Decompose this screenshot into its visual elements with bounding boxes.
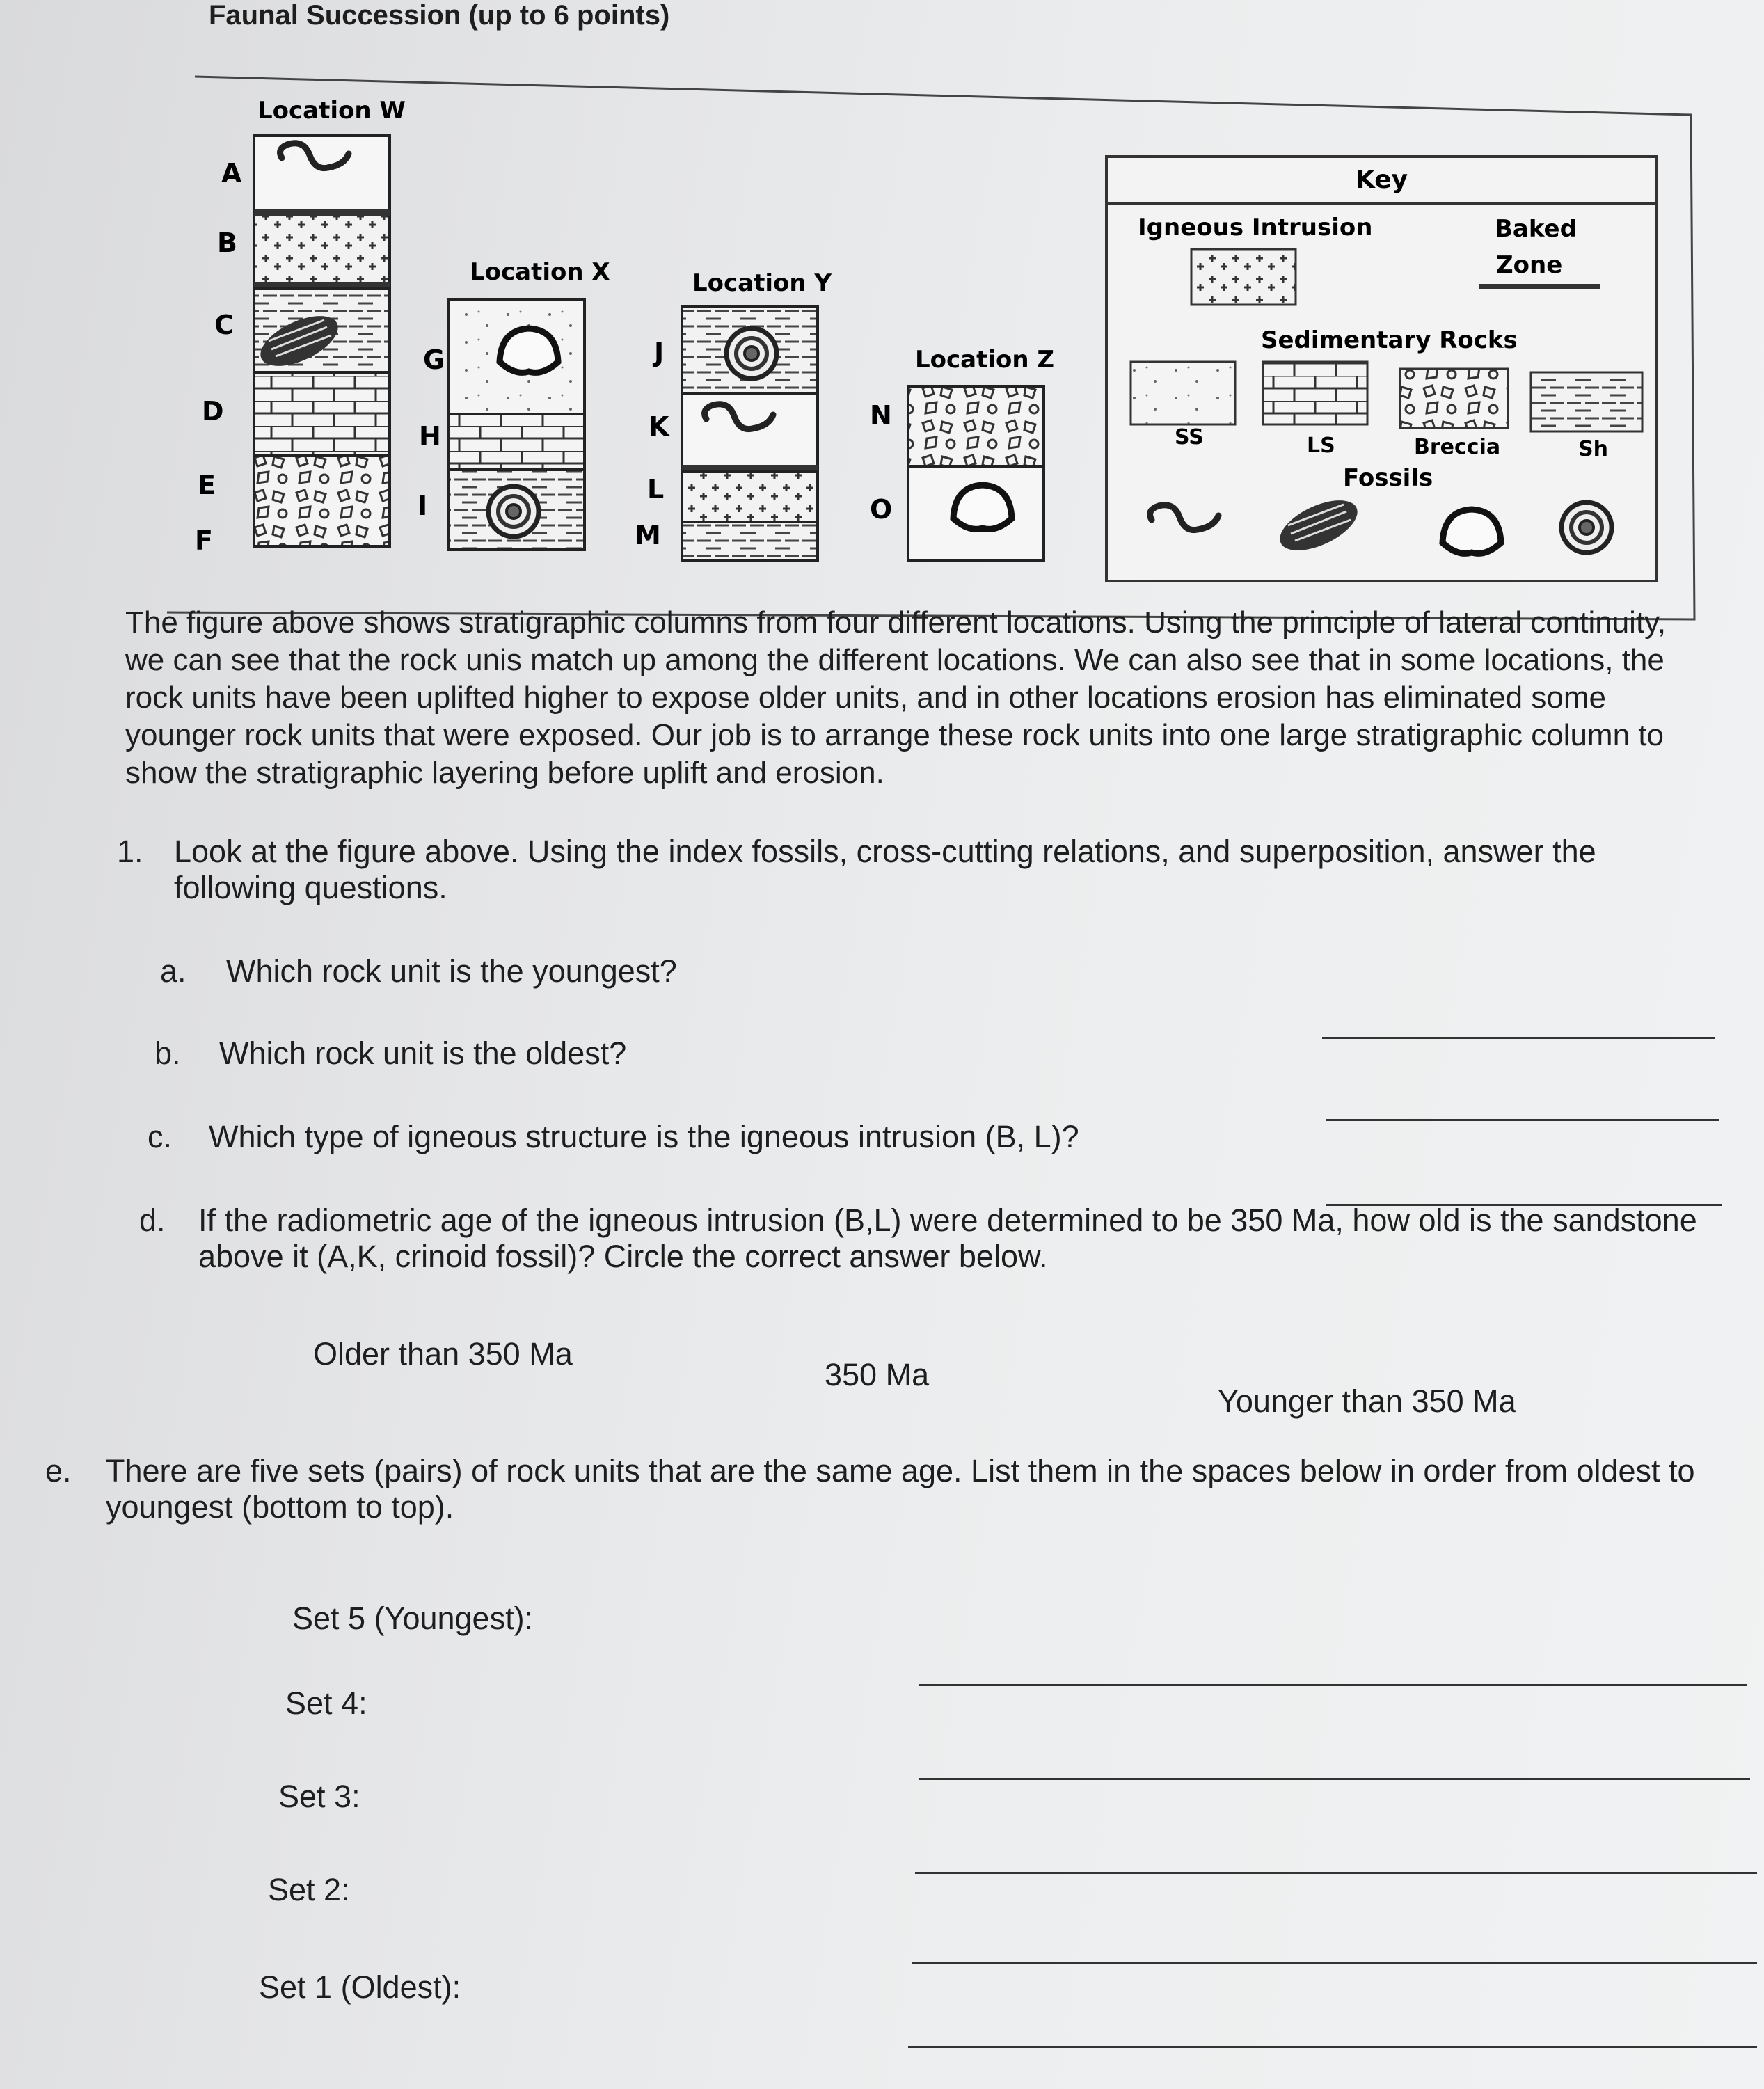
unit-label-j: J <box>654 337 665 368</box>
location-y-title: Location Y <box>692 269 832 297</box>
unit-label-e: E <box>198 470 216 500</box>
set-5-line[interactable] <box>919 1684 1747 1686</box>
unit-label-g: G <box>423 344 445 375</box>
key-sh-label: Sh <box>1578 437 1608 461</box>
location-z-title: Location Z <box>915 346 1055 374</box>
location-w-column <box>253 136 390 546</box>
question-1-number: 1. <box>117 834 143 869</box>
question-a-text: Which rock unit is the youngest? <box>226 953 677 989</box>
page-heading: Faunal Succession (up to 6 points) <box>209 0 670 31</box>
choice-younger[interactable]: Younger than 350 Ma <box>1218 1383 1516 1419</box>
key-sh-swatch <box>1531 372 1642 431</box>
question-d-text: If the radiometric age of the igneous intrusion (B,L) were determined to be 350 Ma, how old is the sandstone above it (A,K, crinoid fossil)? Circle the correct answer below. <box>198 1202 1697 1274</box>
intro-paragraph: The figure above shows stratigraphic columns from four different locations. Using the principle of lateral continuity, we can see that the rock unis match up among the different locations. We can also see that in some locations, the rock units have been uplifted higher to expose older units, and in other locations erosion has eliminated some younger rock units that were exposed. Our job is to arrange these rock units into one large stratigraphic column to show the stratigraphic layering before uplift and erosion. <box>125 605 1667 790</box>
key-ls-swatch <box>1263 362 1367 424</box>
key-igneous-label: Igneous Intrusion <box>1138 214 1373 241</box>
set-4-label: Set 4: <box>285 1685 367 1721</box>
key-box <box>1106 157 1656 581</box>
question-c-label: c. <box>148 1119 173 1154</box>
unit-label-b: B <box>217 228 237 258</box>
stratigraphy-figure <box>0 0 1764 626</box>
key-baked-label-2: Zone <box>1496 251 1563 279</box>
location-y-column <box>682 306 818 560</box>
key-fossils-label: Fossils <box>1343 464 1433 492</box>
key-breccia-swatch <box>1400 369 1508 428</box>
question-c-text: Which type of igneous structure is the igneous intrusion (B, L)? <box>209 1119 1079 1154</box>
answer-b-line[interactable] <box>1326 1119 1719 1121</box>
unit-label-n: N <box>870 400 892 431</box>
unit-label-o: O <box>870 494 893 525</box>
unit-label-m: M <box>635 520 661 550</box>
choice-equal[interactable]: 350 Ma <box>825 1357 930 1392</box>
key-ammonite-fossil <box>1562 502 1612 553</box>
unit-label-k: K <box>649 411 669 442</box>
unit-label-c: C <box>214 310 234 340</box>
set-2-line[interactable] <box>912 1962 1757 1964</box>
question-b-label: b. <box>154 1035 181 1071</box>
location-x-column <box>449 299 585 550</box>
key-breccia-label: Breccia <box>1414 435 1501 459</box>
key-ls-label: LS <box>1307 434 1335 458</box>
question-d-label: d. <box>139 1202 166 1238</box>
key-ss-swatch <box>1131 362 1235 424</box>
set-1-label: Set 1 (Oldest): <box>259 1969 461 2005</box>
key-title: Key <box>1356 166 1408 194</box>
location-z-column <box>908 386 1044 560</box>
set-4-line[interactable] <box>919 1778 1750 1780</box>
key-baked-label-1: Baked <box>1495 215 1577 243</box>
location-w-title: Location W <box>257 97 406 125</box>
question-e-text: There are five sets (pairs) of rock units that are the same age. List them in the spaces below in order from oldest to youngest (bottom to top). <box>106 1453 1695 1525</box>
key-brachiopod-fossil <box>1443 509 1501 553</box>
question-1-text: Look at the figure above. Using the index fossils, cross-cutting relations, and superposition, answer the following questions. <box>174 834 1596 905</box>
question-b-text: Which rock unit is the oldest? <box>219 1035 627 1071</box>
unit-label-h: H <box>419 421 441 452</box>
set-1-line[interactable] <box>908 2046 1757 2048</box>
key-baked-swatch <box>1479 284 1600 289</box>
unit-label-i: I <box>418 491 428 521</box>
unit-label-f: F <box>195 525 213 556</box>
question-e-label: e. <box>45 1453 72 1488</box>
answer-a-line[interactable] <box>1322 1037 1715 1039</box>
location-x-title: Location X <box>470 258 610 286</box>
set-3-line[interactable] <box>915 1872 1757 1874</box>
set-3-label: Set 3: <box>278 1779 360 1814</box>
choice-older[interactable]: Older than 350 Ma <box>313 1336 573 1372</box>
question-a-label: a. <box>160 953 186 989</box>
key-igneous-swatch <box>1191 249 1296 305</box>
unit-label-d: D <box>202 396 224 427</box>
unit-label-l: L <box>647 474 665 505</box>
set-2-label: Set 2: <box>268 1872 350 1907</box>
key-sedimentary-label: Sedimentary Rocks <box>1261 326 1518 354</box>
set-5-label: Set 5 (Youngest): <box>292 1600 534 1636</box>
unit-label-a: A <box>221 158 242 189</box>
key-ss-label: SS <box>1175 425 1204 450</box>
